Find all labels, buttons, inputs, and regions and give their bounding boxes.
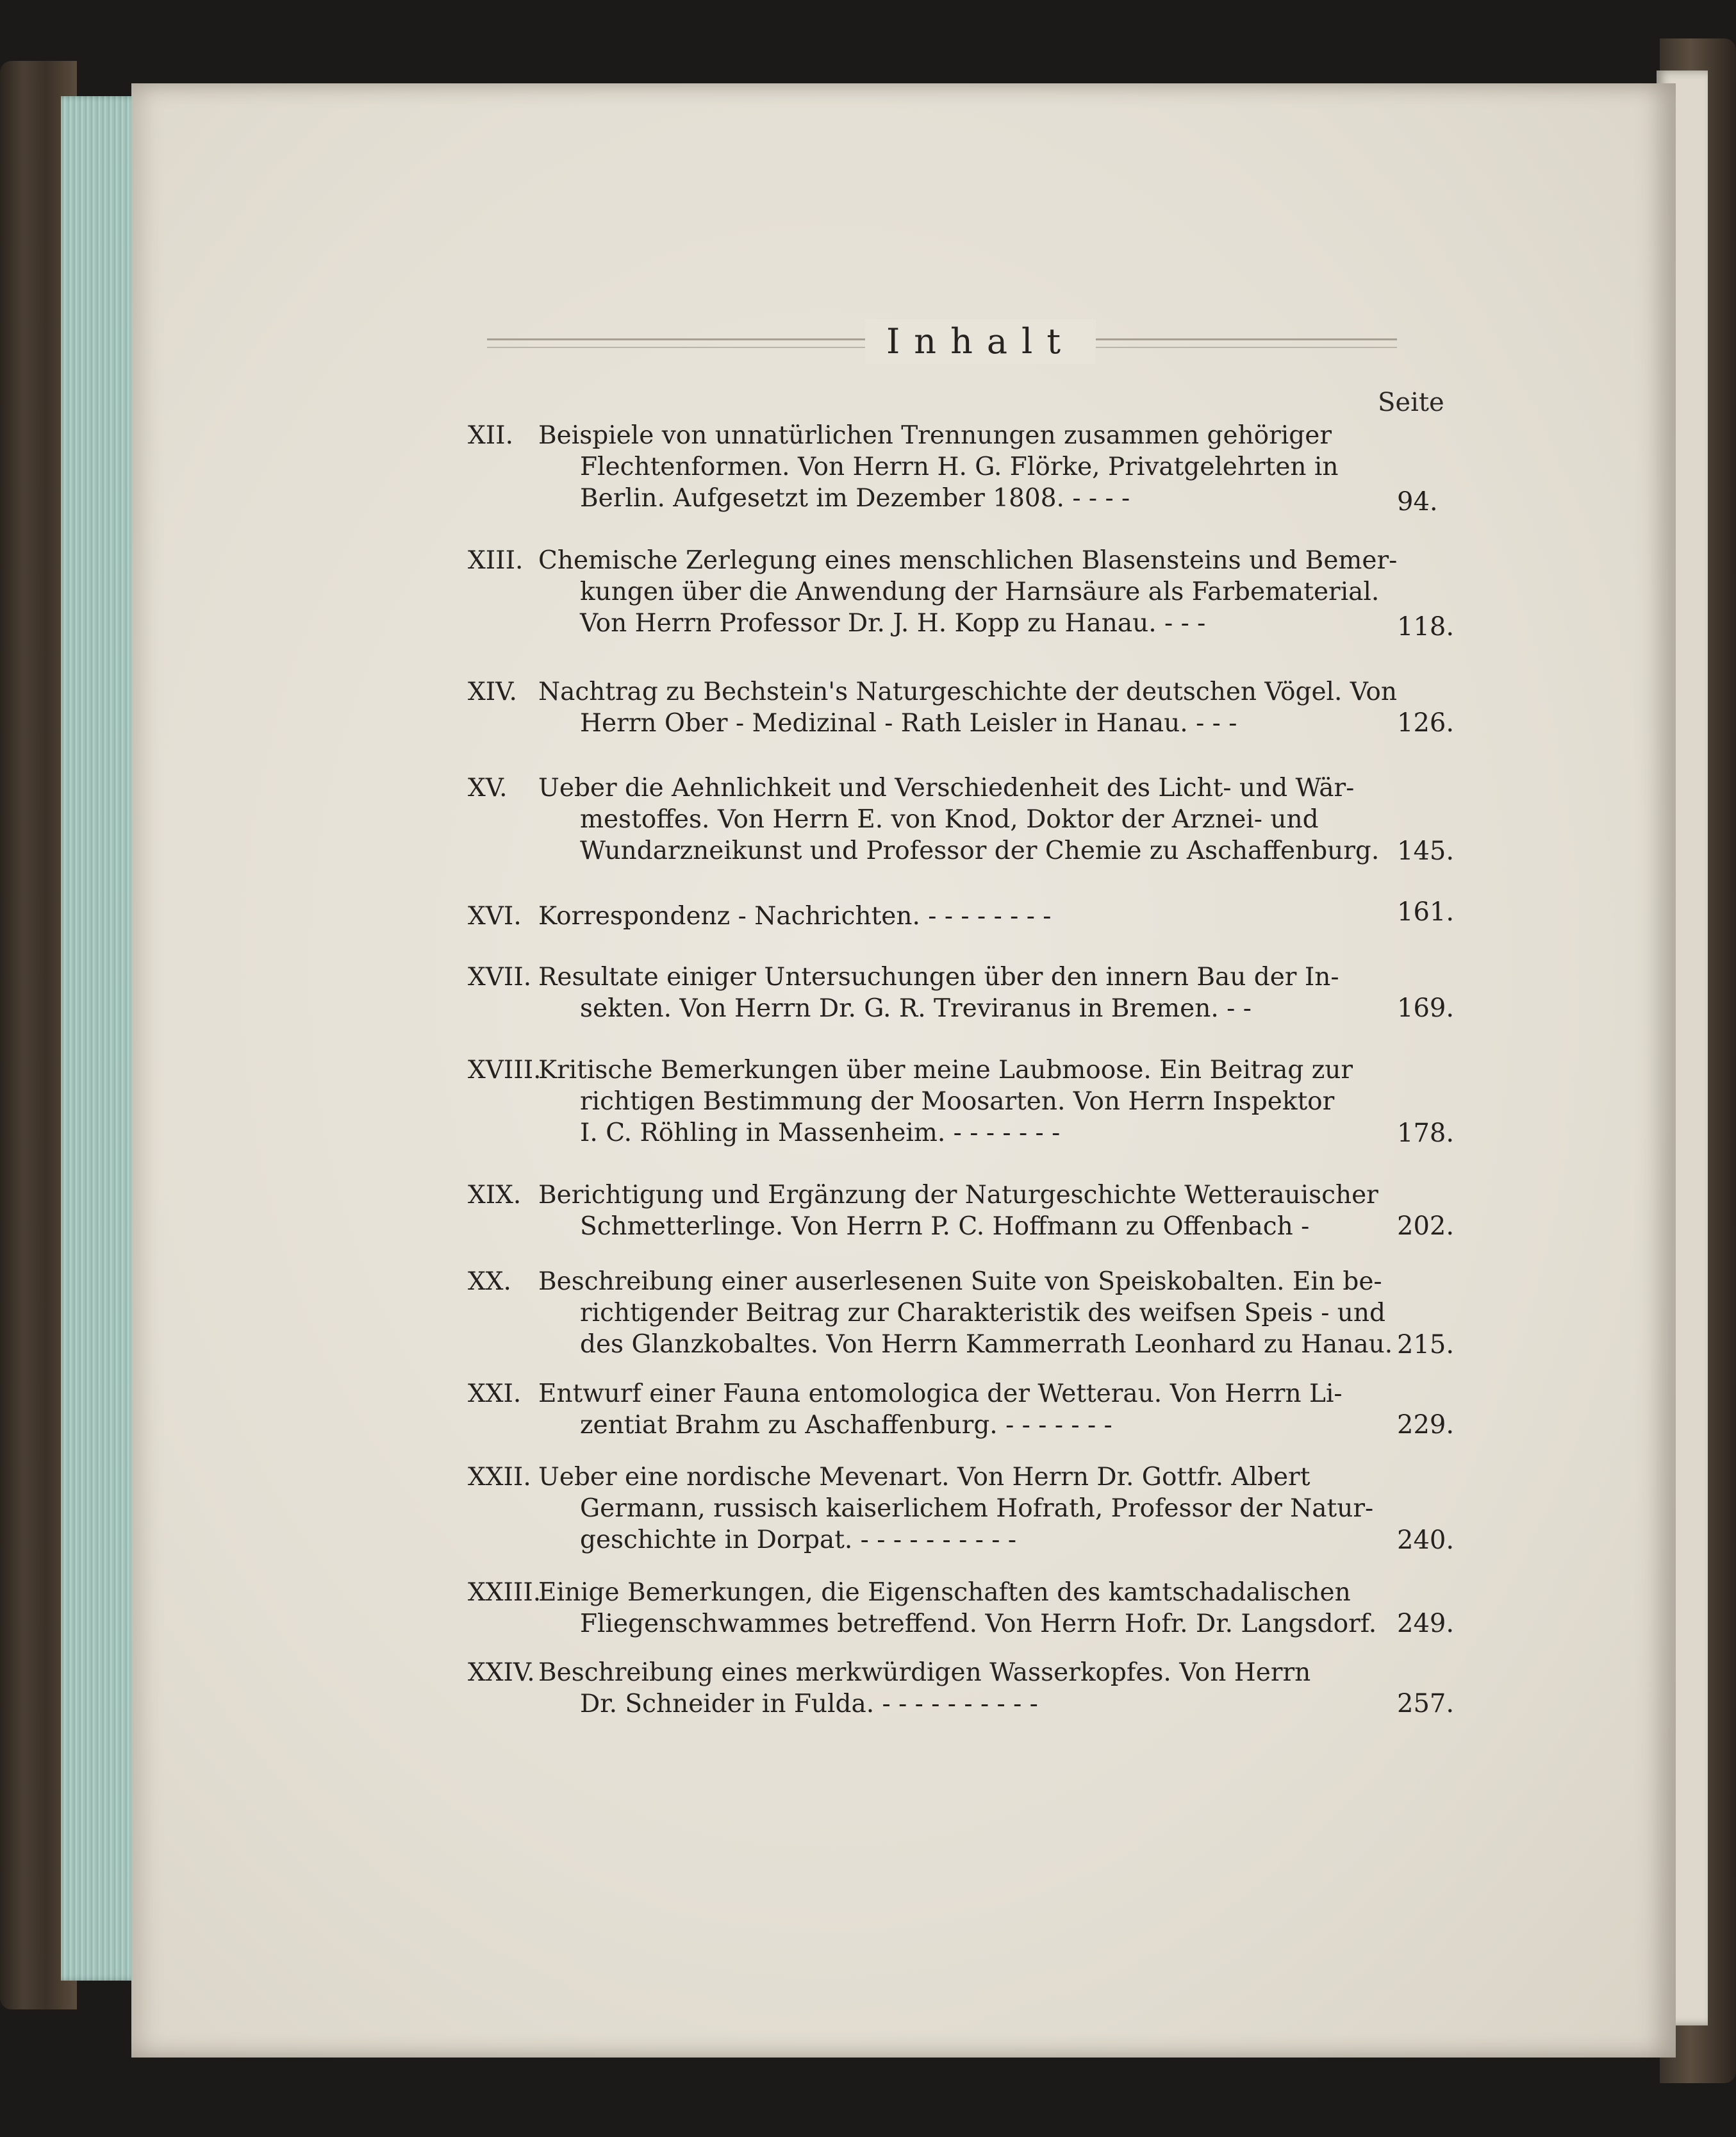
toc-entry [449,545,1455,639]
entry-line: des Glanzkobaltes. Von Herrn Kammerrath Leonhard zu Hanau. [580,1330,1393,1359]
toc-entry [449,1179,1455,1242]
entry-number: XV. [468,774,508,802]
entry-line: Nachtrag zu Bechstein's Naturgeschichte der deutschen Vögel. Von [538,678,1397,706]
entry-line: Chemische Zerlegung eines menschlichen Blasensteins und Bemer- [538,546,1398,575]
entry-line: Einige Bemerkungen, die Eigenschaften des kamtschadalischen [538,1578,1351,1607]
toc-entry [449,1577,1455,1640]
entry-page-number: 178. [1397,1118,1455,1148]
page-title: Inhalt [865,319,1096,364]
entry-line: I. C. Röhling in Massenheim. - - - - - - - [580,1118,1061,1147]
toc-entry [449,1461,1455,1556]
toc-entry [449,676,1455,739]
entry-page-number: 257. [1397,1689,1455,1718]
entry-page-number: 215. [1397,1330,1455,1360]
entry-line: Germann, russisch kaiserlichem Hofrath, Professor der Natur- [580,1494,1374,1523]
entry-number: XXIV. [468,1658,535,1687]
entry-line: Wundarzneikunst und Professor der Chemie zu Aschaffenburg. [580,836,1380,865]
entry-line: Resultate einiger Untersuchungen über den innern Bau der In- [538,963,1339,992]
entry-line: Ueber die Aehnlichkeit und Verschiedenheit des Licht- und Wär- [538,774,1355,802]
entry-line: sekten. Von Herrn Dr. G. R. Treviranus in Bremen. - - [580,994,1252,1023]
toc-entry [449,772,1455,867]
entry-number: XXII. [468,1463,531,1492]
entry-line: Kritische Bemerkungen über meine Laubmoose. Ein Beitrag zur [538,1056,1353,1085]
toc-entry [449,1266,1455,1360]
entry-line: Berlin. Aufgesetzt im Dezember 1808. - - - - [580,484,1130,513]
entry-number: XII. [468,421,513,450]
entry-page-number: 169. [1397,994,1455,1023]
page-column-header: Seite [1378,388,1444,417]
entry-page-number: 161. [1397,897,1455,927]
toc-entry [449,420,1455,514]
entry-page-number: 94. [1397,487,1438,517]
entry-page-number: 126. [1397,708,1455,738]
toc-entry [449,1054,1455,1149]
entry-line: Ueber eine nordische Mevenart. Von Herrn Dr. Gottfr. Albert [538,1463,1310,1492]
entry-line: Schmetterlinge. Von Herrn P. C. Hoffmann zu Offenbach - [580,1212,1310,1241]
entry-page-number: 202. [1397,1211,1455,1241]
entry-line: mestoffes. Von Herrn E. von Knod, Doktor der Arznei- und [580,805,1319,834]
entry-number: XX. [468,1267,511,1296]
entry-line: richtigender Beitrag zur Charakteristik des weifsen Speis - und [580,1299,1385,1327]
entry-line: Flechtenformen. Von Herrn H. G. Flörke, Privatgelehrten in [580,453,1339,481]
entry-number: XIX. [468,1181,522,1210]
entry-line: Entwurf einer Fauna entomologica der Wetterau. Von Herrn Li- [538,1379,1343,1408]
entry-line: Von Herrn Professor Dr. J. H. Kopp zu Hanau. - - - [580,609,1206,638]
toc-entry [449,961,1455,1024]
entry-line: Korrespondenz - Nachrichten. - - - - - - - - [538,902,1052,931]
entry-line: Berichtigung und Ergänzung der Naturgeschichte Wetterauischer [538,1181,1378,1210]
entry-number: XXI. [468,1379,522,1408]
entry-line: geschichte in Dorpat. - - - - - - - - - - [580,1526,1017,1554]
toc-entry [449,1657,1455,1720]
entry-page-number: 118. [1397,612,1455,642]
entry-line: richtigen Bestimmung der Moosarten. Von Herrn Inspektor [580,1087,1335,1116]
toc-entry [449,901,1455,932]
entry-number: XIV. [468,678,517,706]
entry-line: Dr. Schneider in Fulda. - - - - - - - - - - [580,1690,1038,1718]
entry-line: Herrn Ober - Medizinal - Rath Leisler in Hanau. - - - [580,709,1237,738]
entry-line: Fliegenschwammes betreffend. Von Herrn Hofr. Dr. Langsdorf. [580,1609,1377,1638]
entry-line: Beschreibung eines merkwürdigen Wasserkopfes. Von Herrn [538,1658,1311,1687]
entry-line: kungen über die Anwendung der Harnsäure als Farbematerial. [580,578,1380,606]
entry-number: XVII. [468,963,532,992]
entry-page-number: 229. [1397,1410,1455,1440]
entry-line: zentiat Brahm zu Aschaffenburg. - - - - - - - [580,1411,1112,1440]
entry-number: XIII. [468,546,524,575]
entry-line: Beschreibung einer auserlesenen Suite von Speiskobalten. Ein be- [538,1267,1382,1296]
entry-page-number: 249. [1397,1609,1455,1638]
entry-line: Beispiele von unnatürlichen Trennungen zusammen gehöriger [538,421,1332,450]
entry-number: XXIII. [468,1578,541,1607]
entry-page-number: 240. [1397,1526,1455,1555]
entry-number: XVIII. [468,1056,541,1085]
entry-number: XVI. [468,902,522,931]
toc-entry [449,1378,1455,1441]
entry-page-number: 145. [1397,836,1455,866]
